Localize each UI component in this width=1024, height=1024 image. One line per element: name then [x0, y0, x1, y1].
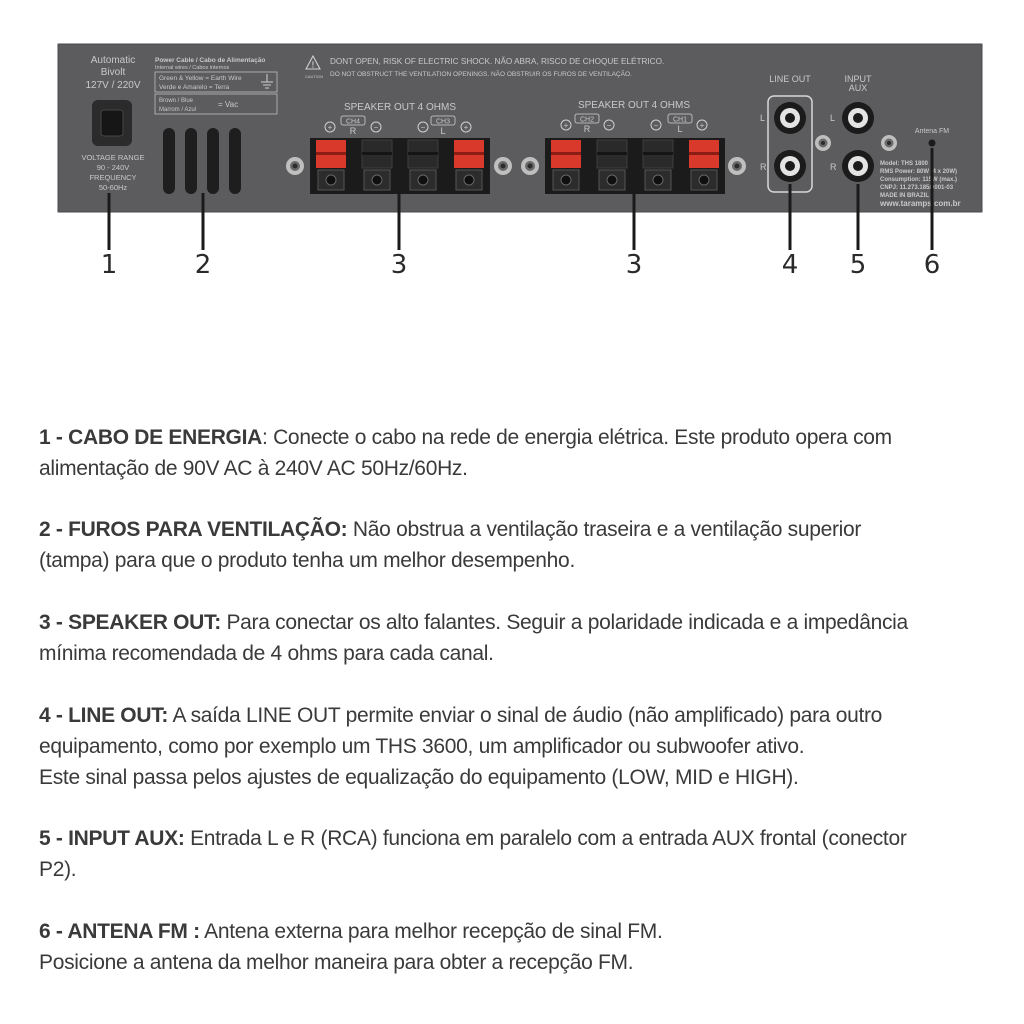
callout-number-3a: 3 [390, 250, 408, 280]
mount-screw [815, 135, 831, 151]
svg-text:−: − [606, 121, 612, 130]
vent-slot [163, 128, 175, 194]
speaker-out-right-label: SPEAKER OUT 4 OHMS [577, 100, 691, 111]
website-label: www.taramps.com.br [880, 199, 961, 208]
warning-line-1: DONT OPEN, RISK OF ELECTRIC SHOCK. NÃO ABRA, RISCO DE CHOQUE ELÉTRICO. [330, 57, 665, 66]
antena-fm-jack[interactable] [929, 140, 936, 147]
ch4-label: CH4 [345, 118, 361, 126]
bivolt-sub: Bivolt [100, 67, 126, 78]
vent-slot [207, 128, 219, 194]
line-out-l-jack[interactable] [774, 102, 806, 134]
input-aux-l-jack[interactable] [842, 102, 874, 134]
description-5-line-1: Entrada L e R (RCA) funciona em paralelo com a entrada AUX frontal (conector [184, 827, 907, 850]
input-aux-r-label: R [830, 162, 837, 172]
callout-number-5: 5 [849, 250, 867, 280]
description-3-line-1: Para conectar os alto falantes. Seguir a polaridade indicada e a impedância [220, 611, 908, 634]
wire-row-3: Brown / Blue [159, 98, 194, 104]
antena-fm-label: Antena FM [914, 128, 950, 135]
description-2-line-1: Não obstrua a ventilação traseira e a ventilação superior [347, 518, 862, 541]
cnpj-label: CNPJ: 11.273.185/0001-03 [880, 185, 954, 191]
description-1 [39, 422, 1004, 484]
bivolt-voltage: 127V / 220V [85, 80, 141, 91]
wire-vac: = Vac [218, 100, 239, 109]
line-out-label: LINE OUT [769, 74, 811, 84]
svg-text:−: − [373, 123, 379, 132]
svg-text:+: + [463, 123, 469, 132]
mount-screw [494, 157, 512, 175]
speaker-out-left-label: SPEAKER OUT 4 OHMS [343, 102, 457, 113]
callout-number-3b: 3 [625, 250, 643, 280]
description-4-line-3: Este sinal passa pelos ajustes de equalização do equipamento (LOW, MID e HIGH). [39, 766, 799, 789]
svg-text:!: ! [311, 60, 315, 70]
callout-number-6: 6 [923, 250, 941, 280]
input-aux-r-jack[interactable] [842, 150, 874, 182]
callout-number-1: 1 [100, 250, 118, 280]
description-6 [39, 916, 1004, 978]
ch4-side-label: R [349, 126, 357, 136]
description-4-line-1: A saída LINE OUT permite enviar o sinal de áudio (não amplificado) para outro [168, 704, 883, 727]
speaker-terminal[interactable] [551, 140, 581, 190]
svg-text:−: − [420, 123, 426, 132]
description-2-line-2: (tampa) para que o produto tenha um melhor desempenho. [39, 549, 575, 572]
vent-slot [229, 128, 241, 194]
input-aux-label-1: INPUT [844, 74, 872, 84]
description-1-line-2: alimentação de 90V AC à 240V AC 50Hz/60Hz. [39, 457, 468, 480]
line-out-l-label: L [760, 113, 766, 123]
svg-text:−: − [653, 121, 659, 130]
caution-label: CAUTION [305, 74, 323, 79]
voltage-range-value: 90 - 240V [96, 163, 130, 172]
ch3-side-label: L [440, 126, 446, 136]
bivolt-title: Automatic [90, 55, 136, 66]
callout-number-2: 2 [194, 250, 212, 280]
power-cable-title: Power Cable / Cabo de Alimentação [155, 57, 266, 64]
mount-screw [286, 157, 304, 175]
ch2-label: CH2 [579, 116, 595, 124]
description-5-line-2: P2). [39, 858, 77, 881]
description-6-line-2: Posicione a antena da melhor maneira para obter a recepção FM. [39, 951, 634, 974]
description-2-lead: 2 - FUROS PARA VENTILAÇÃO: [39, 518, 348, 541]
description-2 [39, 514, 1004, 576]
description-3-line-2: mínima recomendada de 4 ohms para cada canal. [39, 642, 494, 665]
description-1-line-1: : Conecte o cabo na rede de energia elétrica. Este produto opera com [262, 426, 892, 449]
description-6-lead: 6 - ANTENA FM : [39, 920, 200, 943]
mount-screw [521, 157, 539, 175]
speaker-terminal[interactable] [643, 140, 673, 190]
frequency-value: 50-60Hz [98, 183, 128, 192]
made-in-label: MADE IN BRAZIL [880, 193, 929, 199]
ch1-label: CH1 [672, 116, 688, 124]
rms-label: RMS Power: 80W (4 x 20W) [880, 169, 958, 175]
speaker-terminal[interactable] [689, 140, 719, 190]
svg-text:+: + [563, 121, 569, 130]
description-5-lead: 5 - INPUT AUX: [39, 827, 185, 850]
description-4-line-2: equipamento, como por exemplo um THS 3600, um amplificador ou subwoofer ativo. [39, 735, 805, 758]
description-3 [39, 607, 1004, 669]
input-aux-label-2: AUX [848, 83, 868, 93]
mount-screw [881, 135, 897, 151]
description-1-lead: 1 - CABO DE ENERGIA [39, 426, 262, 449]
description-4 [39, 700, 1004, 793]
description-4-lead: 4 - LINE OUT: [39, 704, 169, 727]
wire-row-2: Verde e Amarelo = Terra [159, 84, 230, 91]
wire-row-4: Marrom / Azul [159, 107, 197, 113]
ch3-label: CH3 [435, 118, 451, 126]
svg-text:+: + [699, 121, 705, 130]
warning-line-2: DO NOT OBSTRUCT THE VENTILATION OPENINGS. NÃO OBSTRUIR OS FUROS DE VENTILAÇÃO. [330, 71, 632, 78]
speaker-terminal[interactable] [454, 140, 484, 190]
mount-screw [728, 157, 746, 175]
svg-text:+: + [327, 123, 333, 132]
vent-slot [185, 128, 197, 194]
line-out-r-label: R [760, 162, 767, 172]
description-6-line-1: Antena externa para melhor recepção de sinal FM. [199, 920, 663, 943]
speaker-terminal[interactable] [408, 140, 438, 190]
input-aux-l-label: L [830, 113, 836, 123]
power-connector-socket [101, 110, 123, 136]
description-3-lead: 3 - SPEAKER OUT: [39, 611, 221, 634]
callout-number-4: 4 [781, 250, 799, 280]
voltage-range-label: VOLTAGE RANGE [81, 153, 145, 162]
model-label: Model: THS 1800 [880, 161, 929, 167]
speaker-terminal[interactable] [362, 140, 392, 190]
speaker-terminal[interactable] [597, 140, 627, 190]
frequency-label: FREQUENCY [89, 173, 137, 182]
description-5 [39, 823, 1004, 885]
line-out-r-jack[interactable] [774, 150, 806, 182]
wire-row-1: Green & Yellow = Earth Wire [159, 75, 242, 82]
ch2-side-label: R [583, 124, 591, 134]
ch1-side-label: L [677, 124, 683, 134]
consumption-label: Consumption: 115W (max.) [880, 177, 958, 183]
power-cable-sub: Internal wires / Cabos internos [155, 65, 230, 71]
speaker-terminal[interactable] [316, 140, 346, 190]
